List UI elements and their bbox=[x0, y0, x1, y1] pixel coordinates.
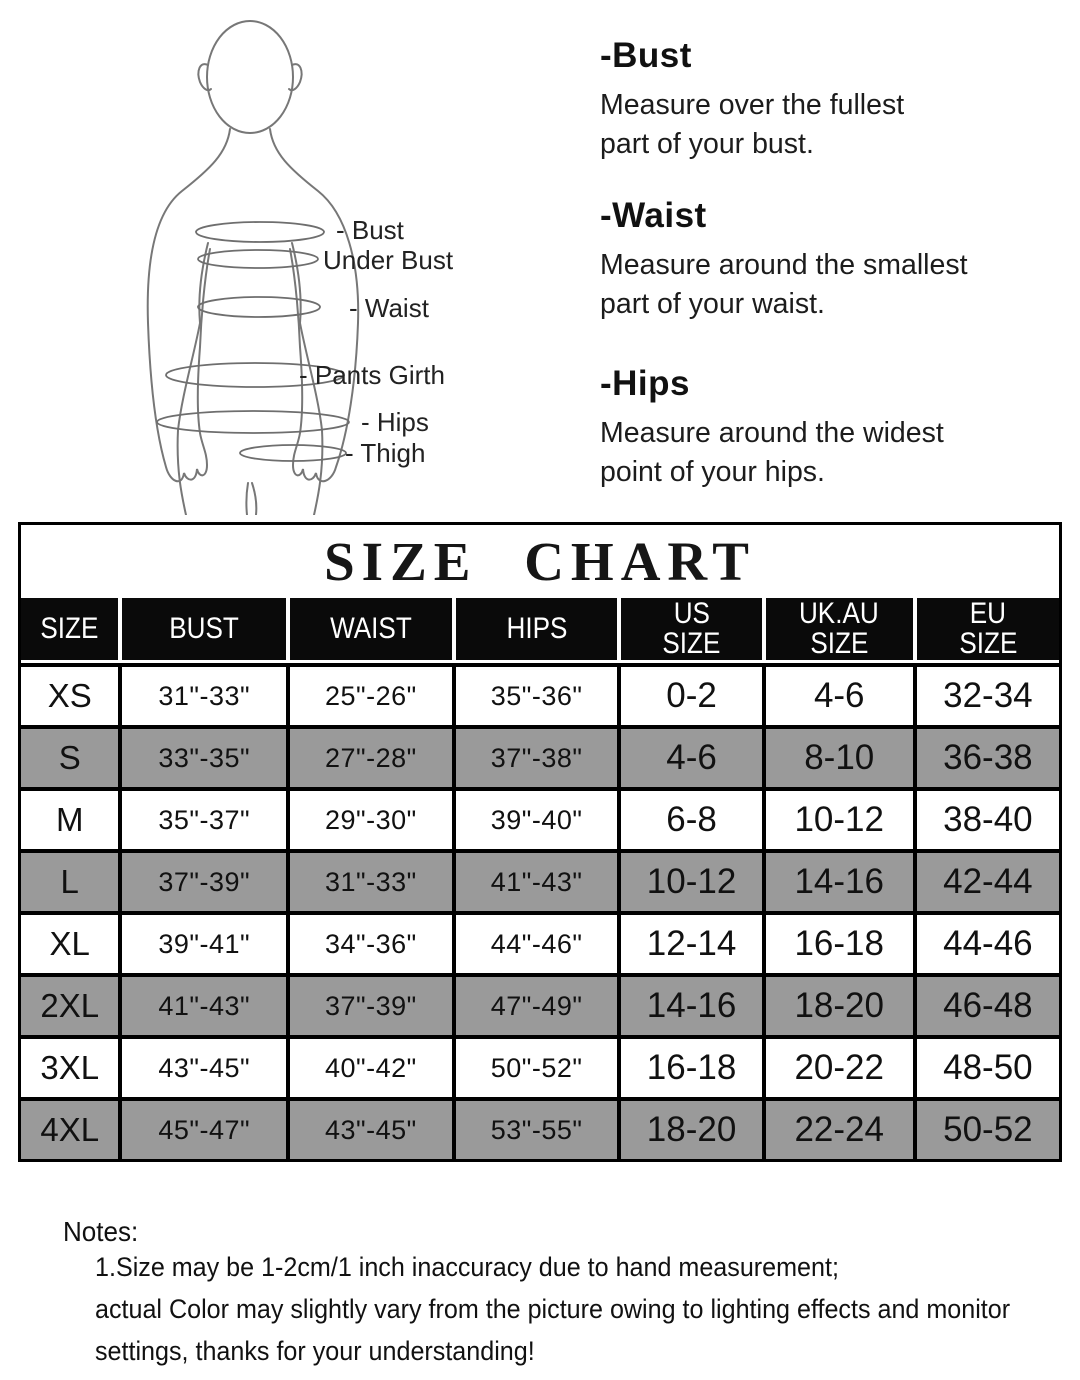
cell-size: S bbox=[21, 729, 118, 787]
cell-us-size: 14-16 bbox=[621, 977, 761, 1035]
cell-ukau-size: 22-24 bbox=[766, 1101, 913, 1159]
note-line: settings, thanks for your understanding! bbox=[95, 1336, 535, 1366]
table-row bbox=[21, 667, 1059, 725]
diagram-label-thigh: - Thigh bbox=[345, 438, 426, 468]
table-row bbox=[21, 1039, 1059, 1097]
band-waist bbox=[198, 297, 320, 317]
cell-eu-size: 32-34 bbox=[917, 667, 1059, 725]
notes-section bbox=[95, 1246, 1075, 1372]
header-cell-us-size: US SIZE bbox=[621, 598, 761, 660]
cell-waist: 40"-42" bbox=[290, 1039, 452, 1097]
header-cell-hips: HIPS bbox=[456, 598, 618, 660]
cell-bust: 43"-45" bbox=[122, 1039, 286, 1097]
table-header-row bbox=[21, 598, 1059, 660]
cell-eu-size: 48-50 bbox=[917, 1039, 1059, 1097]
guide-bust-text-line2: part of your bust. bbox=[600, 128, 814, 160]
diagram-label-waist: - Waist bbox=[349, 293, 429, 323]
guide-hips-title: -Hips bbox=[600, 364, 690, 403]
table-row bbox=[21, 977, 1059, 1035]
band-under-bust bbox=[198, 250, 318, 268]
cell-bust: 33"-35" bbox=[122, 729, 286, 787]
cell-ukau-size: 18-20 bbox=[766, 977, 913, 1035]
cell-hips: 50"-52" bbox=[456, 1039, 618, 1097]
size-chart-table bbox=[18, 522, 1062, 1162]
cell-waist: 34"-36" bbox=[290, 915, 452, 973]
cell-bust: 41"-43" bbox=[122, 977, 286, 1035]
figure-head bbox=[207, 21, 293, 133]
cell-bust: 37"-39" bbox=[122, 853, 286, 911]
cell-waist: 29"-30" bbox=[290, 791, 452, 849]
table-row bbox=[21, 915, 1059, 973]
cell-ukau-size: 4-6 bbox=[766, 667, 913, 725]
cell-us-size: 12-14 bbox=[621, 915, 761, 973]
cell-hips: 35"-36" bbox=[456, 667, 618, 725]
table-row bbox=[21, 791, 1059, 849]
cell-waist: 25"-26" bbox=[290, 667, 452, 725]
cell-hips: 53"-55" bbox=[456, 1101, 618, 1159]
guide-waist bbox=[600, 196, 1020, 324]
cell-us-size: 16-18 bbox=[621, 1039, 761, 1097]
diagram-label-bust: - Bust bbox=[336, 215, 404, 245]
cell-bust: 39"-41" bbox=[122, 915, 286, 973]
figure-ear-right bbox=[289, 64, 302, 90]
table-row bbox=[21, 853, 1059, 911]
cell-us-size: 18-20 bbox=[621, 1101, 761, 1159]
figure-leg-inner-right bbox=[252, 483, 256, 515]
guide-hips-text-line1: Measure around the widest bbox=[600, 417, 944, 449]
cell-eu-size: 50-52 bbox=[917, 1101, 1059, 1159]
band-bust bbox=[196, 222, 324, 242]
table-row bbox=[21, 729, 1059, 787]
cell-ukau-size: 16-18 bbox=[766, 915, 913, 973]
cell-bust: 45"-47" bbox=[122, 1101, 286, 1159]
cell-ukau-size: 10-12 bbox=[766, 791, 913, 849]
cell-bust: 31"-33" bbox=[122, 667, 286, 725]
guide-waist-text-line2: part of your waist. bbox=[600, 288, 825, 320]
note-line: 1.Size may be 1-2cm/1 inch inaccuracy due to hand measurement; bbox=[95, 1252, 839, 1282]
cell-eu-size: 36-38 bbox=[917, 729, 1059, 787]
cell-eu-size: 38-40 bbox=[917, 791, 1059, 849]
cell-hips: 37"-38" bbox=[456, 729, 618, 787]
guide-hips bbox=[600, 364, 1020, 492]
size-chart-title: SIZE CHART bbox=[324, 531, 756, 592]
cell-eu-size: 44-46 bbox=[917, 915, 1059, 973]
cell-bust: 35"-37" bbox=[122, 791, 286, 849]
guide-waist-text-line1: Measure around the smallest bbox=[600, 249, 968, 281]
cell-eu-size: 46-48 bbox=[917, 977, 1059, 1035]
figure-ear-left bbox=[198, 64, 211, 90]
diagram-label-under-bust: Under Bust bbox=[323, 245, 454, 275]
cell-waist: 31"-33" bbox=[290, 853, 452, 911]
table-row bbox=[21, 1101, 1059, 1159]
guide-bust-text-line1: Measure over the fullest bbox=[600, 89, 905, 121]
cell-size: 3XL bbox=[21, 1039, 118, 1097]
guide-waist-title: -Waist bbox=[600, 196, 707, 235]
cell-us-size: 10-12 bbox=[621, 853, 761, 911]
figure-leg-inner-left bbox=[246, 483, 248, 515]
cell-hips: 47"-49" bbox=[456, 977, 618, 1035]
guide-bust bbox=[600, 36, 1020, 164]
cell-us-size: 6-8 bbox=[621, 791, 761, 849]
diagram-label-pants-girth: - Pants Girth bbox=[299, 360, 445, 390]
table-body bbox=[21, 663, 1059, 1159]
cell-size: XS bbox=[21, 667, 118, 725]
cell-us-size: 0-2 bbox=[621, 667, 761, 725]
cell-us-size: 4-6 bbox=[621, 729, 761, 787]
header-cell-bust: BUST bbox=[122, 598, 286, 660]
guide-hips-text-line2: point of your hips. bbox=[600, 456, 825, 488]
cell-size: 4XL bbox=[21, 1101, 118, 1159]
header-cell-size: SIZE bbox=[21, 598, 118, 660]
cell-hips: 39"-40" bbox=[456, 791, 618, 849]
cell-ukau-size: 14-16 bbox=[766, 853, 913, 911]
header-cell-waist: WAIST bbox=[290, 598, 452, 660]
figure-right-arm bbox=[270, 129, 358, 481]
cell-size: L bbox=[21, 853, 118, 911]
header-cell-ukau-size: UK.AU SIZE bbox=[766, 598, 913, 660]
figure-left-arm bbox=[148, 129, 230, 481]
diagram-label-hips: - Hips bbox=[361, 407, 429, 437]
notes-heading: Notes: bbox=[63, 1216, 139, 1247]
header-cell-eu-size: EU SIZE bbox=[917, 598, 1059, 660]
guide-bust-title: -Bust bbox=[600, 36, 692, 75]
cell-waist: 37"-39" bbox=[290, 977, 452, 1035]
cell-size: XL bbox=[21, 915, 118, 973]
cell-ukau-size: 20-22 bbox=[766, 1039, 913, 1097]
cell-waist: 43"-45" bbox=[290, 1101, 452, 1159]
cell-size: 2XL bbox=[21, 977, 118, 1035]
cell-waist: 27"-28" bbox=[290, 729, 452, 787]
cell-hips: 44"-46" bbox=[456, 915, 618, 973]
cell-hips: 41"-43" bbox=[456, 853, 618, 911]
cell-size: M bbox=[21, 791, 118, 849]
cell-ukau-size: 8-10 bbox=[766, 729, 913, 787]
note-line: actual Color may slightly vary from the picture owing to lighting effects and monitor bbox=[95, 1294, 1011, 1324]
cell-eu-size: 42-44 bbox=[917, 853, 1059, 911]
